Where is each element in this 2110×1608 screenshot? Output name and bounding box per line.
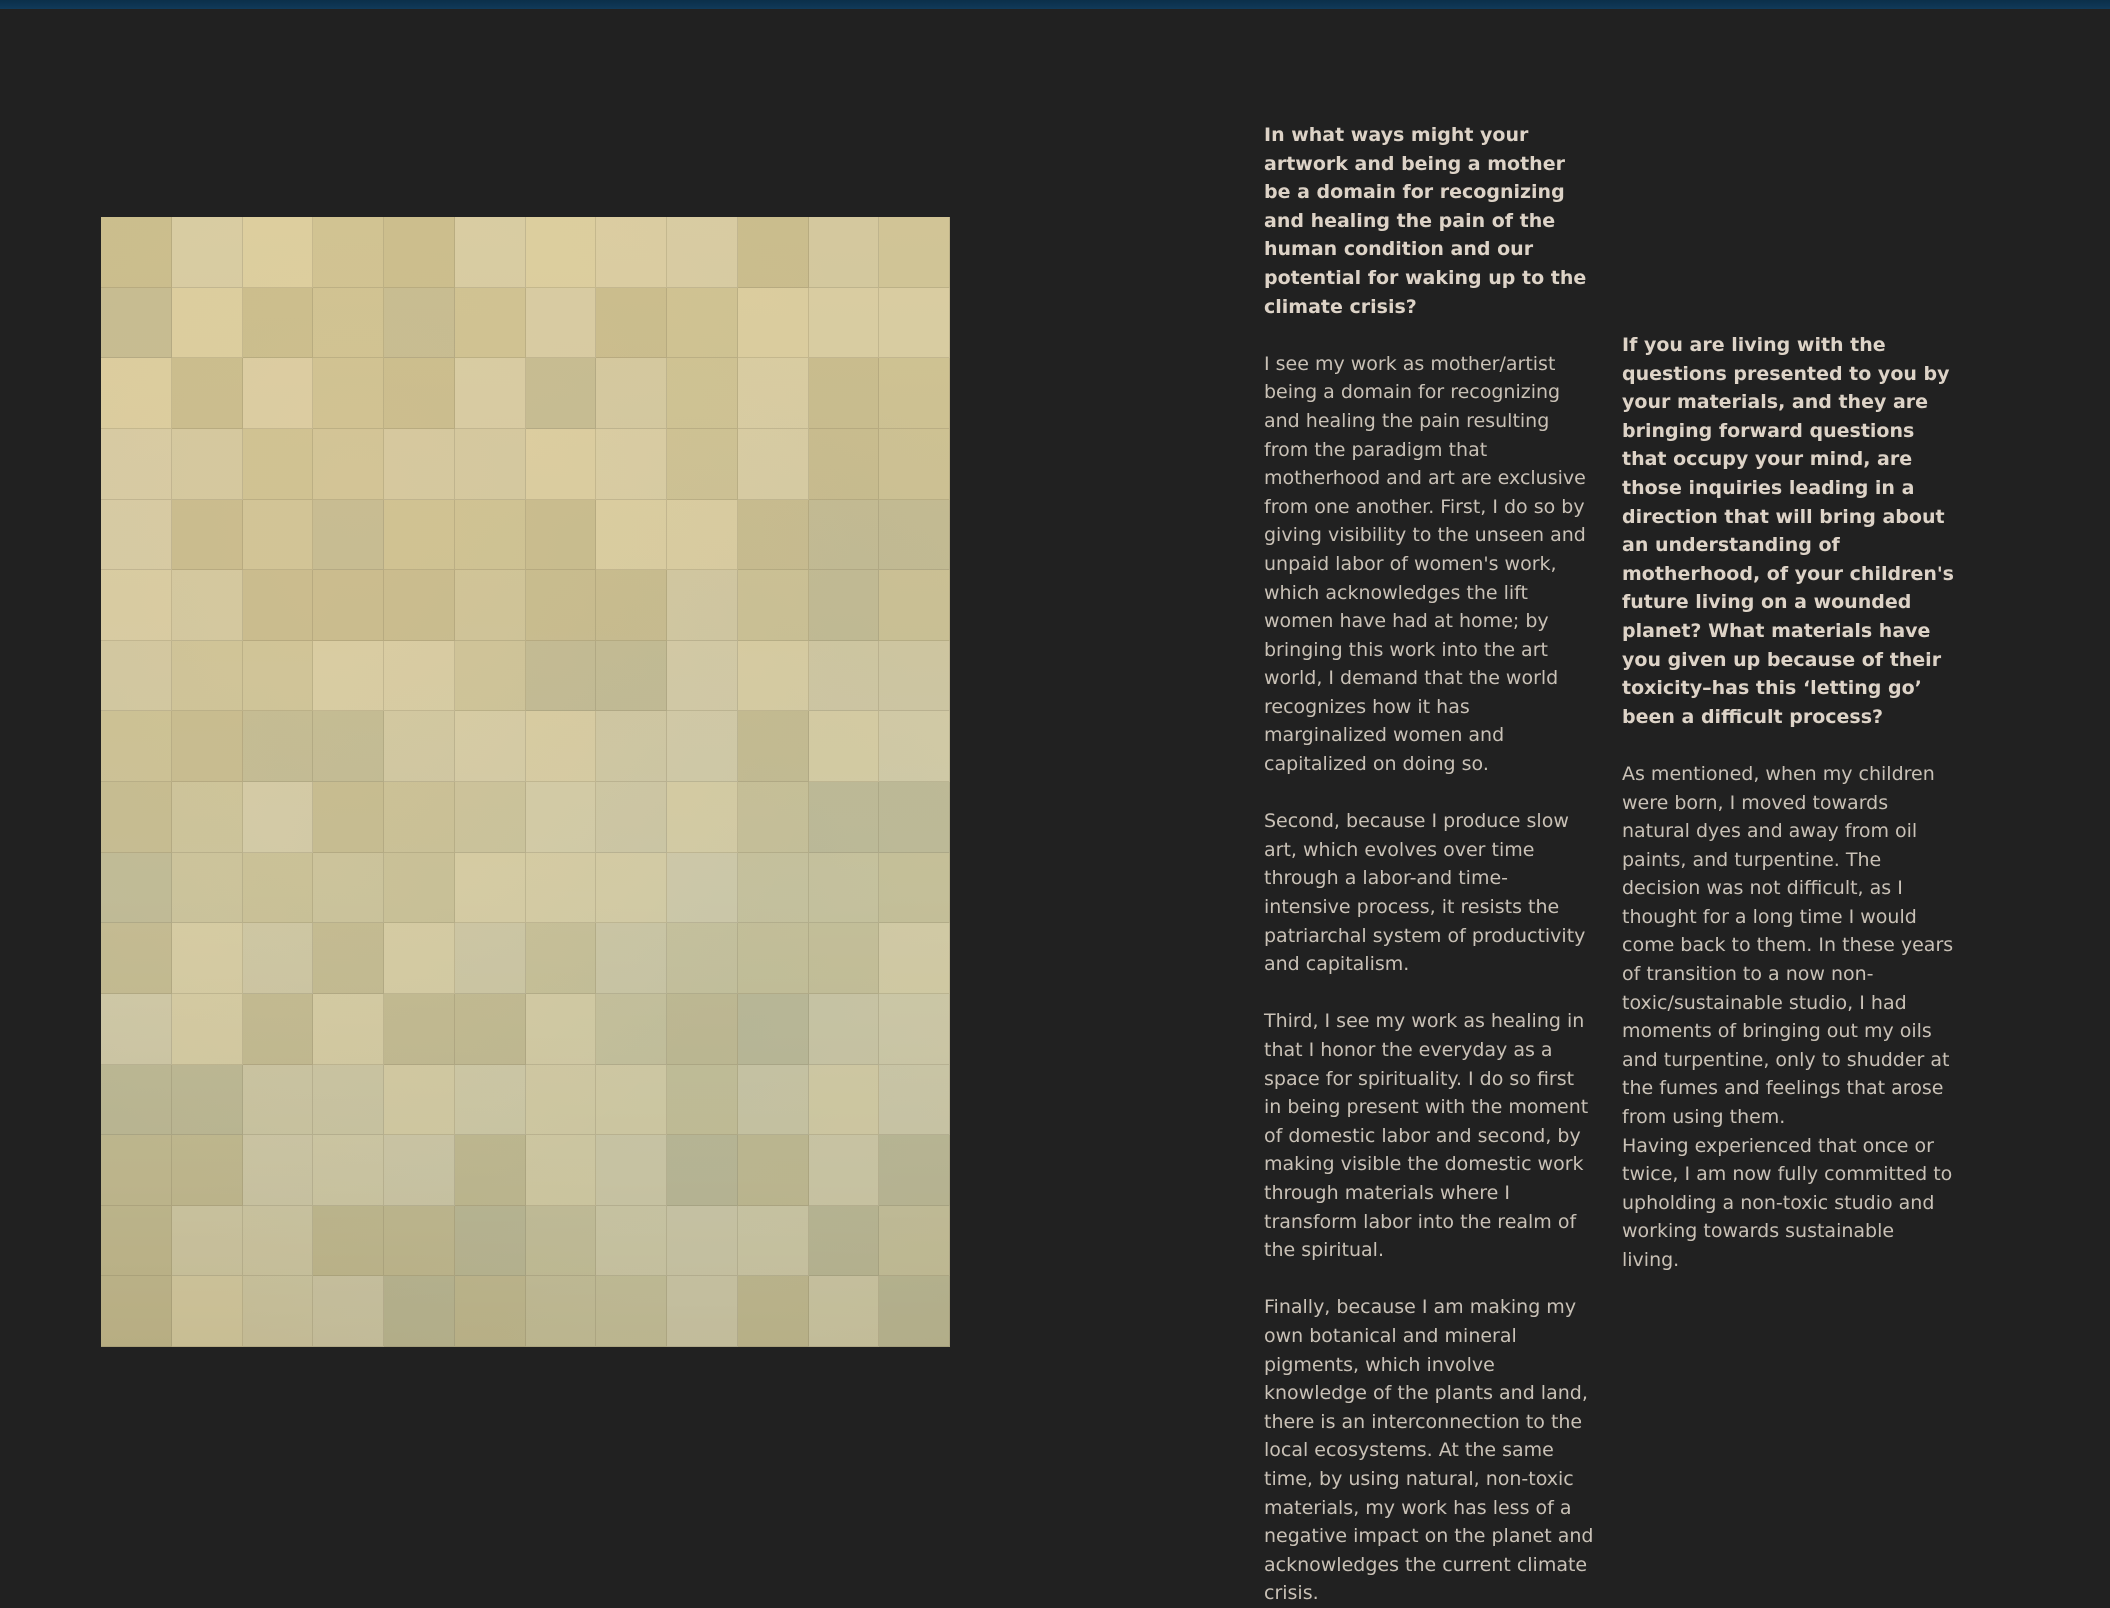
artwork-tile xyxy=(101,923,172,994)
artwork-tile xyxy=(526,358,597,429)
artwork-tile xyxy=(172,570,243,641)
artwork-tile xyxy=(101,429,172,500)
artwork-tile xyxy=(879,641,950,712)
artwork-tile xyxy=(243,641,314,712)
artwork-tile xyxy=(243,711,314,782)
artwork-tile xyxy=(172,853,243,924)
artwork-tile xyxy=(526,853,597,924)
artwork-tile xyxy=(738,288,809,359)
artwork-tile xyxy=(455,288,526,359)
artwork-tile xyxy=(809,217,880,288)
artwork-tile xyxy=(667,1135,738,1206)
artwork-tile xyxy=(809,994,880,1065)
artwork-tile xyxy=(596,1276,667,1347)
artwork-tile xyxy=(384,994,455,1065)
artwork-tile xyxy=(809,500,880,571)
artwork-tile xyxy=(738,1135,809,1206)
artwork-tile xyxy=(596,288,667,359)
artwork-tile xyxy=(667,429,738,500)
answer-paragraph: As mentioned, when my children were born, I moved towards natural dyes and away from oil paints, and turpentine. The decision was not difficult, as I thought for a long time I would come back to them. In these years of transition to a now non-toxic/sustainable studio, I had moments of bringing out my oils and turpentine, only to shudder at the fumes and feelings that arose from using them. Having experienced that once or twice, I am now fully committed to upholding a non-toxic studio and working towards sustainable living. xyxy=(1622,762,1954,1271)
artwork-tile xyxy=(172,1135,243,1206)
artwork-tile xyxy=(596,853,667,924)
artwork-tile xyxy=(384,358,455,429)
artwork-tile xyxy=(738,853,809,924)
artwork-tile xyxy=(667,500,738,571)
interview-column-left xyxy=(1264,121,1594,1608)
artwork-tile xyxy=(596,217,667,288)
artwork-tile xyxy=(809,1276,880,1347)
artwork-tile xyxy=(384,782,455,853)
artwork-tile xyxy=(172,923,243,994)
artwork-tile xyxy=(738,641,809,712)
artwork-tile xyxy=(809,782,880,853)
artwork-tile xyxy=(738,1276,809,1347)
artwork-tile xyxy=(384,1206,455,1277)
artwork-tile xyxy=(879,217,950,288)
artwork-tile xyxy=(101,853,172,924)
artwork-tile xyxy=(738,711,809,782)
artwork-tile xyxy=(384,1135,455,1206)
answer-paragraph: Second, because I produce slow art, which evolves over time through a labor-and time-intensive process, it resists the patriarchal system of productivity and capitalism. xyxy=(1264,810,1586,976)
artwork-tile xyxy=(667,923,738,994)
artwork-tile xyxy=(667,782,738,853)
artwork-tile xyxy=(526,782,597,853)
artwork-tile xyxy=(809,358,880,429)
answer-paragraph: I see my work as mother/artist being a domain for recognizing and healing the pain resulting from the paradigm that motherhood and art are exclusive from one another. First, I do so by giving visibility to the unseen and unpaid labor of women's work, which acknowledges the lift women have had at home; by bringing this work into the art world, I demand that the world recognizes how it has marginalized women and capitalized on doing so. xyxy=(1264,352,1586,776)
artwork-tile xyxy=(101,1135,172,1206)
artwork-tile xyxy=(455,1276,526,1347)
artwork-tile xyxy=(526,288,597,359)
artwork-tile xyxy=(526,217,597,288)
artwork-tile xyxy=(101,1206,172,1277)
artwork-tile xyxy=(596,923,667,994)
artwork-tile xyxy=(667,288,738,359)
artwork-tile xyxy=(101,288,172,359)
artwork-tile xyxy=(243,853,314,924)
artwork-tile xyxy=(384,217,455,288)
artwork-tile xyxy=(455,711,526,782)
artwork-tile xyxy=(455,358,526,429)
artwork-tile xyxy=(879,994,950,1065)
artwork-tile xyxy=(172,1065,243,1136)
artwork-tile xyxy=(313,1276,384,1347)
artwork-tile xyxy=(455,782,526,853)
artwork-tile xyxy=(384,1065,455,1136)
artwork-tile xyxy=(101,1276,172,1347)
artwork-tile xyxy=(596,1135,667,1206)
artwork-tile xyxy=(243,782,314,853)
interview-column-right xyxy=(1622,331,1957,1275)
artwork-tile xyxy=(455,641,526,712)
artwork-tile xyxy=(667,994,738,1065)
artwork-tile xyxy=(384,1276,455,1347)
artwork-tile xyxy=(526,711,597,782)
artwork-tile xyxy=(101,570,172,641)
artwork-tile xyxy=(809,570,880,641)
artwork-tile xyxy=(101,711,172,782)
artwork-tile xyxy=(313,994,384,1065)
artwork-tile xyxy=(243,1135,314,1206)
artwork-tile xyxy=(667,358,738,429)
artwork-tile xyxy=(526,429,597,500)
artwork-tile xyxy=(526,923,597,994)
artwork-tile xyxy=(809,923,880,994)
artwork-tile xyxy=(809,853,880,924)
artwork-tile xyxy=(738,1065,809,1136)
artwork-tile xyxy=(526,500,597,571)
artwork-tile xyxy=(172,994,243,1065)
artwork-tile xyxy=(243,1276,314,1347)
artwork-tile xyxy=(526,1206,597,1277)
artwork-tile xyxy=(313,641,384,712)
artwork-tile xyxy=(809,1135,880,1206)
artwork-tile xyxy=(809,429,880,500)
artwork-tile xyxy=(596,570,667,641)
artwork-tile xyxy=(243,994,314,1065)
artwork-tile xyxy=(809,711,880,782)
artwork-tile xyxy=(879,853,950,924)
artwork-tile xyxy=(243,923,314,994)
artwork-tile xyxy=(313,711,384,782)
artwork-tile xyxy=(101,217,172,288)
artwork-tile xyxy=(172,1276,243,1347)
artwork-tile xyxy=(455,429,526,500)
artwork-tile xyxy=(526,994,597,1065)
artwork-tile xyxy=(455,570,526,641)
artwork-tile xyxy=(738,923,809,994)
artwork-tile xyxy=(243,500,314,571)
artwork-tile xyxy=(455,994,526,1065)
answer-paragraph: Third, I see my work as healing in that I honor the everyday as a space for spirituality. I do so first in being present with the moment of domestic labor and second, by making visible the domestic work through materials where I transform labor into the realm of the spiritual. xyxy=(1264,1010,1589,1262)
artwork-tile xyxy=(596,641,667,712)
question-heading: If you are living with the questions presented to you by your materials, and they are bringing forward questions that occupy your mind, are those inquiries leading in a direction that will bring about an understanding of motherhood, of your children's future living on a wounded planet? What materials have you given up because of their toxicity–has this ‘letting go’ been a difficult process? xyxy=(1622,334,1954,728)
artwork-tile xyxy=(313,358,384,429)
artwork-tile xyxy=(101,782,172,853)
artwork-tile xyxy=(596,429,667,500)
artwork-tile xyxy=(101,994,172,1065)
artwork-tile xyxy=(667,641,738,712)
artwork-tile xyxy=(526,641,597,712)
artwork-tile xyxy=(809,1206,880,1277)
artwork-tile xyxy=(809,288,880,359)
artwork-tile-grid xyxy=(101,217,950,1347)
artwork-tile xyxy=(455,923,526,994)
artwork-tile xyxy=(101,1065,172,1136)
artwork-tile xyxy=(384,429,455,500)
artwork-tile xyxy=(101,358,172,429)
artwork-tile xyxy=(172,429,243,500)
artwork-tile xyxy=(879,1135,950,1206)
top-bar xyxy=(0,0,2110,9)
artwork-tile xyxy=(455,853,526,924)
artwork-tile xyxy=(313,1135,384,1206)
artwork-tile xyxy=(384,641,455,712)
artwork-tile xyxy=(809,641,880,712)
artwork-tile xyxy=(526,570,597,641)
artwork-tile xyxy=(313,217,384,288)
artwork-tile xyxy=(526,1135,597,1206)
artwork-tile xyxy=(738,570,809,641)
artwork-tile xyxy=(313,429,384,500)
artwork-tile xyxy=(738,358,809,429)
artwork-tile xyxy=(313,570,384,641)
artwork-tile xyxy=(243,288,314,359)
question-heading: In what ways might your artwork and being a mother be a domain for recognizing and healing the pain of the human condition and our potential for waking up to the climate crisis? xyxy=(1264,124,1587,318)
artwork-tile xyxy=(455,500,526,571)
artwork-tile xyxy=(596,1206,667,1277)
artwork-tile xyxy=(879,923,950,994)
artwork-tile xyxy=(172,782,243,853)
artwork-tile xyxy=(738,217,809,288)
artwork-tile xyxy=(667,1065,738,1136)
artwork-tile xyxy=(596,782,667,853)
artwork-tile xyxy=(596,358,667,429)
artwork-tile xyxy=(596,711,667,782)
artwork-tile xyxy=(172,358,243,429)
artwork-image xyxy=(101,217,950,1347)
artwork-tile xyxy=(879,711,950,782)
artwork-tile xyxy=(243,429,314,500)
artwork-tile xyxy=(243,570,314,641)
artwork-tile xyxy=(172,288,243,359)
artwork-tile xyxy=(879,1065,950,1136)
artwork-tile xyxy=(172,641,243,712)
artwork-tile xyxy=(738,429,809,500)
artwork-tile xyxy=(455,1135,526,1206)
artwork-tile xyxy=(313,500,384,571)
artwork-tile xyxy=(172,1206,243,1277)
artwork-tile xyxy=(243,1065,314,1136)
artwork-tile xyxy=(172,500,243,571)
artwork-tile xyxy=(455,217,526,288)
artwork-tile xyxy=(596,500,667,571)
artwork-tile xyxy=(313,853,384,924)
artwork-tile xyxy=(172,217,243,288)
answer-paragraph: Finally, because I am making my own botanical and mineral pigments, which involve knowledge of the plants and land, there is an interconnection to the local ecosystems. At the same time, by using natural, non-toxic materials, my work has less of a negative impact on the planet and acknowledges the current climate crisis. xyxy=(1264,1296,1594,1605)
artwork-tile xyxy=(667,853,738,924)
artwork-tile xyxy=(667,570,738,641)
artwork-tile xyxy=(879,500,950,571)
artwork-tile xyxy=(738,500,809,571)
artwork-tile xyxy=(313,1065,384,1136)
artwork-tile xyxy=(526,1065,597,1136)
artwork-tile xyxy=(384,500,455,571)
artwork-tile xyxy=(879,1276,950,1347)
artwork-tile xyxy=(879,782,950,853)
artwork-tile xyxy=(384,288,455,359)
artwork-tile xyxy=(313,288,384,359)
artwork-tile xyxy=(879,1206,950,1277)
artwork-tile xyxy=(667,1206,738,1277)
artwork-tile xyxy=(596,994,667,1065)
artwork-tile xyxy=(667,1276,738,1347)
artwork-tile xyxy=(243,1206,314,1277)
artwork-tile xyxy=(313,923,384,994)
artwork-tile xyxy=(101,500,172,571)
artwork-tile xyxy=(526,1276,597,1347)
artwork-tile xyxy=(384,711,455,782)
artwork-tile xyxy=(384,923,455,994)
artwork-tile xyxy=(313,1206,384,1277)
artwork-tile xyxy=(738,782,809,853)
artwork-tile xyxy=(879,570,950,641)
artwork-tile xyxy=(243,217,314,288)
artwork-tile xyxy=(596,1065,667,1136)
artwork-tile xyxy=(879,429,950,500)
artwork-tile xyxy=(879,288,950,359)
artwork-tile xyxy=(243,358,314,429)
artwork-tile xyxy=(879,358,950,429)
artwork-tile xyxy=(738,994,809,1065)
artwork-tile xyxy=(809,1065,880,1136)
artwork-tile xyxy=(313,782,384,853)
artwork-tile xyxy=(172,711,243,782)
artwork-tile xyxy=(667,711,738,782)
artwork-tile xyxy=(667,217,738,288)
artwork-tile xyxy=(101,641,172,712)
artwork-tile xyxy=(455,1206,526,1277)
artwork-tile xyxy=(738,1206,809,1277)
artwork-tile xyxy=(455,1065,526,1136)
artwork-tile xyxy=(384,570,455,641)
artwork-tile xyxy=(384,853,455,924)
